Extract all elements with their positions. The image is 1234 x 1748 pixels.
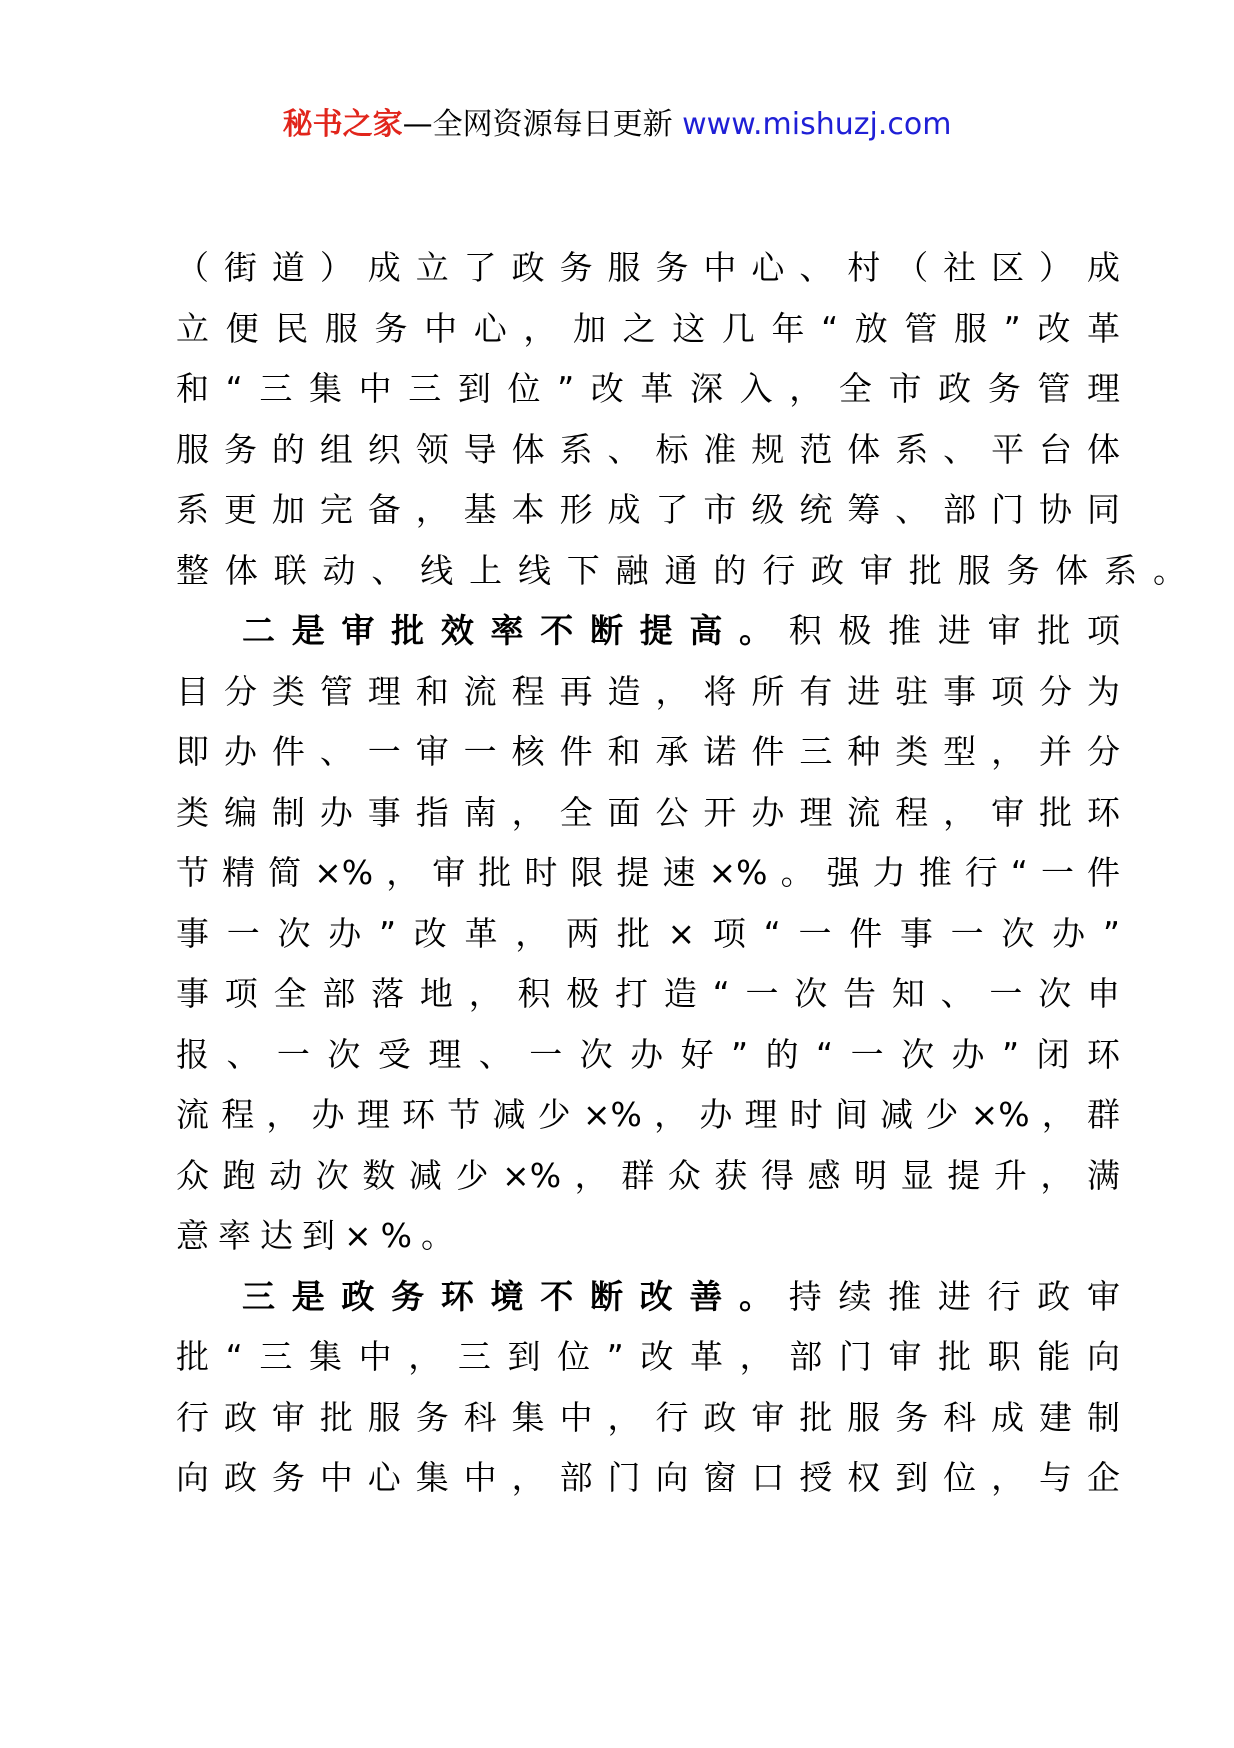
text-line: 节精简×%，审批时限提速×%。强力推行“一件 — [176, 853, 1120, 892]
text-line: 整体联动、线上线下融通的行政审批服务体系。 — [176, 550, 1186, 590]
paragraph-text: 持续推进行政审 — [788, 1276, 1120, 1316]
text-line: 服务的组织领导体系、标准规范体系、平台体 — [176, 429, 1120, 469]
text-line: 立便民服务中心，加之这几年“放管服”改革 — [176, 308, 1120, 348]
header-url[interactable]: www.mishuzj.com — [682, 107, 952, 142]
text-line: 意率达到×%。 — [176, 1216, 464, 1255]
text-line: 和“三集中三到位”改革深入，全市政务管理 — [176, 369, 1120, 408]
text-line: 批“三集中，三到位”改革，部门审批职能向 — [176, 1337, 1120, 1376]
text-line: 目分类管理和流程再造，将所有进驻事项分为 — [176, 671, 1120, 711]
paragraph-first-line — [176, 1267, 1120, 1328]
text-line: （街道）成立了政务服务中心、村（社区）成 — [176, 248, 1120, 287]
text-line: 报、一次受理、一次办好”的“一次办”闭环 — [176, 1034, 1120, 1074]
text-line: 事项全部落地，积极打造“一次告知、一次申 — [176, 974, 1120, 1013]
text-line: 系更加完备，基本形成了市级统筹、部门协同 — [176, 490, 1120, 529]
text-line: 类编制办事指南，全面公开办理流程，审批环 — [176, 792, 1120, 832]
page-header — [0, 100, 1234, 150]
paragraph-first-line — [176, 601, 1120, 662]
text-line: 众跑动次数减少×%，群众获得感明显提升，满 — [176, 1155, 1120, 1195]
paragraph-lead: 二是审批效率不断提高。 — [242, 611, 789, 650]
document-body — [176, 238, 1186, 1509]
text-line: 向政务中心集中，部门向窗口授权到位，与企 — [176, 1458, 1120, 1497]
text-line: 流程，办理环节减少×%，办理时间减少×%，群 — [176, 1095, 1120, 1134]
text-line: 事一次办”改革，两批×项“一件事一次办” — [176, 913, 1120, 953]
header-brand: 秘书之家 — [282, 107, 403, 142]
paragraph-text: 积极推进审批项 — [788, 611, 1120, 650]
text-line: 即办件、一审一核件和承诺件三种类型，并分 — [176, 732, 1120, 771]
header-slogan: —全网资源每日更新 — [402, 107, 683, 142]
text-line: 行政审批服务科集中，行政审批服务科成建制 — [176, 1397, 1120, 1437]
paragraph-lead: 三是政务环境不断改善。 — [242, 1276, 789, 1316]
